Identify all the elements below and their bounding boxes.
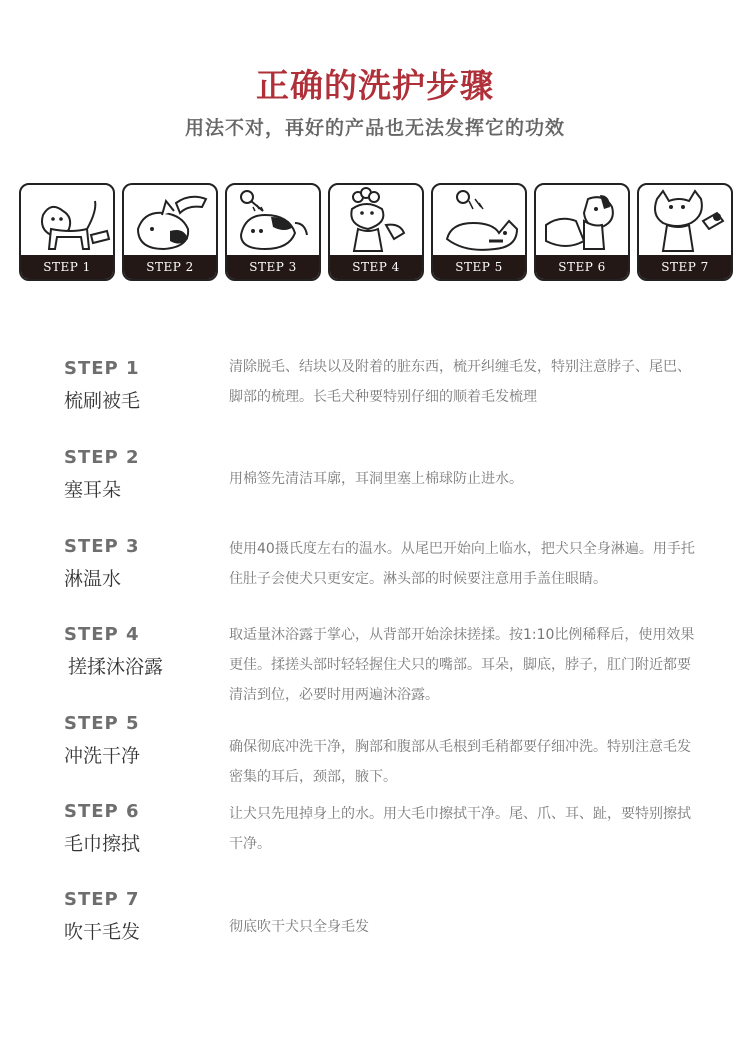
step-description: 彻底吹干犬只全身毛发 bbox=[229, 919, 369, 935]
step-name: 梳刷被毛 bbox=[64, 390, 141, 412]
step-number: STEP 7 bbox=[64, 889, 140, 910]
rinsing-dog-icon bbox=[433, 185, 525, 257]
step-item-1 bbox=[64, 358, 704, 428]
step-item-3 bbox=[64, 536, 704, 606]
step-card-5 bbox=[431, 183, 527, 281]
step-name: 冲洗干净 bbox=[64, 745, 141, 767]
step-card-label: STEP 1 bbox=[43, 260, 91, 274]
step-name: 淋温水 bbox=[64, 568, 122, 590]
step-card-2 bbox=[122, 183, 218, 281]
step-number: STEP 4 bbox=[64, 624, 140, 645]
wetting-dog-icon bbox=[227, 185, 319, 257]
step-name: 塞耳朵 bbox=[64, 479, 122, 501]
step-name: 毛巾擦拭 bbox=[64, 833, 141, 855]
step-card-1 bbox=[19, 183, 115, 281]
step-description: 用棉签先清洁耳廓，耳洞里塞上棉球防止进水。 bbox=[229, 471, 523, 487]
step-item-5 bbox=[64, 713, 704, 783]
step-description: 取适量沐浴露于掌心，从背部开始涂抹搓揉。按1:10比例稀释后，使用效果更佳。揉搓头部时轻轻握住犬只的嘴部。耳朵，脚底，脖子，肛门附近都要清洁到位，必要时用两遍沐浴露。 bbox=[229, 627, 695, 703]
ear-cleaning-dog-icon bbox=[124, 185, 216, 257]
step-card-label: STEP 2 bbox=[146, 260, 194, 274]
step-card-label: STEP 7 bbox=[661, 260, 709, 274]
step-card-3 bbox=[225, 183, 321, 281]
step-name: 吹干毛发 bbox=[64, 921, 141, 943]
step-card-label: STEP 3 bbox=[249, 260, 297, 274]
blow-drying-dog-icon bbox=[639, 185, 731, 257]
step-card-label: STEP 6 bbox=[558, 260, 606, 274]
step-description: 清除脱毛、结块以及附着的脏东西，梳开纠缠毛发，特别注意脖子、尾巴、脚部的梳理。长毛犬种要特别仔细的顺着毛发梳理 bbox=[229, 359, 691, 405]
step-number: STEP 2 bbox=[64, 447, 140, 468]
step-number: STEP 6 bbox=[64, 801, 140, 822]
step-card-label: STEP 5 bbox=[455, 260, 503, 274]
brushing-dog-icon bbox=[21, 185, 113, 257]
step-item-7 bbox=[64, 889, 704, 959]
step-name: 搓揉沐浴露 bbox=[68, 656, 164, 678]
step-description: 确保彻底冲洗干净，胸部和腹部从毛根到毛稍都要仔细冲洗。特别注意毛发密集的耳后，颈部，腋下。 bbox=[229, 739, 691, 785]
step-description: 让犬只先甩掉身上的水。用大毛巾擦拭干净。尾、爪、耳、趾，要特别擦拭干净。 bbox=[229, 806, 691, 852]
step-card-4 bbox=[328, 183, 424, 281]
step-card-row bbox=[19, 183, 731, 283]
step-card-label: STEP 4 bbox=[352, 260, 400, 274]
step-card-6 bbox=[534, 183, 630, 281]
page-title: 正确的洗护步骤 bbox=[256, 66, 494, 105]
step-item-2 bbox=[64, 447, 704, 517]
step-item-6 bbox=[64, 801, 704, 871]
step-card-7 bbox=[637, 183, 733, 281]
towel-drying-dog-icon bbox=[536, 185, 628, 257]
step-item-4 bbox=[64, 624, 704, 714]
lathering-dog-icon bbox=[330, 185, 422, 257]
step-number: STEP 5 bbox=[64, 713, 140, 734]
step-description: 使用40摄氏度左右的温水。从尾巴开始向上临水，把犬只全身淋遍。用手托住肚子会使犬只更安定。淋头部的时候要注意用手盖住眼睛。 bbox=[229, 541, 695, 587]
step-number: STEP 1 bbox=[64, 358, 140, 379]
step-number: STEP 3 bbox=[64, 536, 140, 557]
page-subtitle: 用法不对，再好的产品也无法发挥它的功效 bbox=[184, 117, 565, 139]
